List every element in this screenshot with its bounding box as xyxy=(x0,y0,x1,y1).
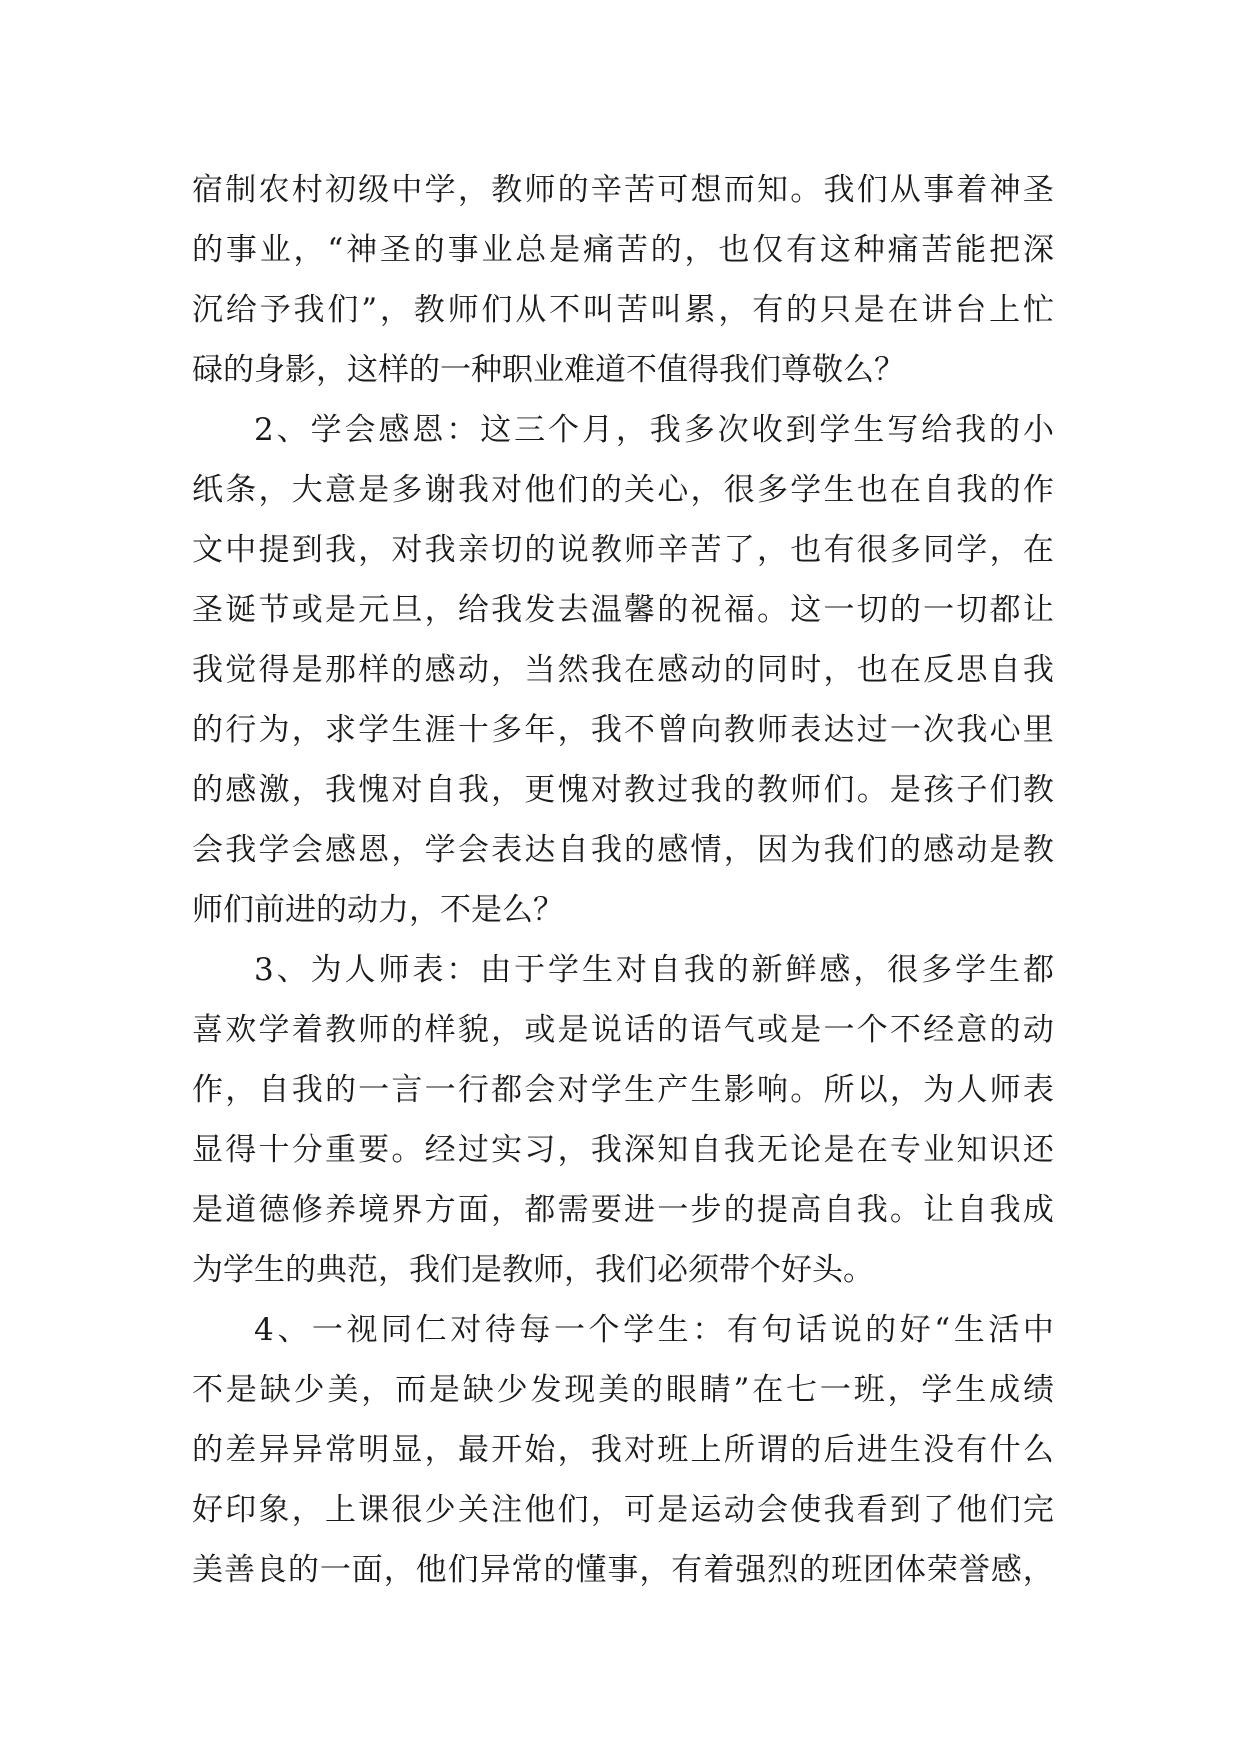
text-line: 我 觉 得 是 那 样 的 感 动 ， 当 然 我 在 感 动 的 同 时 ， 也 在 反 思 自 我 xyxy=(192,652,1054,688)
text-line: 会 我 学 会 感 恩 ， 学 会 表 达 自 我 的 感 情 ， 因 为 我 们 的 感 动 是 教 xyxy=(192,832,1054,868)
text-line: 的 事 业 ， “ 神 圣 的 事 业 总 是 痛 苦 的 ， 也 仅 有 这 种 痛 苦 能 把 深 xyxy=(192,232,1054,268)
text-line: 碌的身影，这样的一种职业难道不值得我们尊敬么？ xyxy=(192,352,905,388)
text-line: 的 感 激 ， 我 愧 对 自 我 ， 更 愧 对 教 过 我 的 教 师 们 。 是 孩 子 们 教 xyxy=(192,772,1054,808)
text-line: 师们前进的动力，不是么？ xyxy=(192,892,564,928)
text-line: 不 是 缺 少 美 ， 而 是 缺 少 发 现 美 的 眼 睛 ” 在 七 一 班 ， 学 生 成 绩 xyxy=(192,1372,1054,1408)
text-line: 为学生的典范，我们是教师，我们必须带个好头。 xyxy=(192,1252,874,1288)
text-line: 喜 欢 学 着 教 师 的 样 貌 ， 或 是 说 话 的 语 气 或 是 一 个 不 经 意 的 动 xyxy=(192,1012,1054,1048)
text-line: 美 善 良 的 一 面 ， 他 们 异 常 的 懂 事 ， 有 着 强 烈 的 班 团 体 荣 誉 感 ， xyxy=(192,1552,1054,1588)
text-line: 2 、 学 会 感 恩 ： 这 三 个 月 ， 我 多 次 收 到 学 生 写 给 我 的 小 xyxy=(254,412,1054,448)
text-line: 沉 给 予 我 们 ” ， 教 师 们 从 不 叫 苦 叫 累 ， 有 的 只 是 在 讲 台 上 忙 xyxy=(192,292,1054,328)
text-line: 显 得 十 分 重 要 。 经 过 实 习 ， 我 深 知 自 我 无 论 是 在 专 业 知 识 还 xyxy=(192,1132,1054,1168)
text-line: 好 印 象 ， 上 课 很 少 关 注 他 们 ， 可 是 运 动 会 使 我 看 到 了 他 们 完 xyxy=(192,1492,1054,1528)
document-body xyxy=(192,160,1054,1600)
text-line: 纸 条 ， 大 意 是 多 谢 我 对 他 们 的 关 心 ， 很 多 学 生 也 在 自 我 的 作 xyxy=(192,472,1054,508)
text-line: 文 中 提 到 我 ， 对 我 亲 切 的 说 教 师 辛 苦 了 ， 也 有 很 多 同 学 ， 在 xyxy=(192,532,1054,568)
text-line: 是 道 德 修 养 境 界 方 面 ， 都 需 要 进 一 步 的 提 高 自 我 。 让 自 我 成 xyxy=(192,1192,1054,1228)
text-line: 的 差 异 异 常 明 显 ， 最 开 始 ， 我 对 班 上 所 谓 的 后 进 生 没 有 什 么 xyxy=(192,1432,1054,1468)
text-line: 4 、 一 视 同 仁 对 待 每 一 个 学 生 ： 有 句 话 说 的 好 “ 生 活 中 xyxy=(254,1312,1054,1348)
text-line: 宿 制 农 村 初 级 中 学 ， 教 师 的 辛 苦 可 想 而 知 。 我 们 从 事 着 神 圣 xyxy=(192,172,1054,208)
text-line: 圣 诞 节 或 是 元 旦 ， 给 我 发 去 温 馨 的 祝 福 。 这 一 切 的 一 切 都 让 xyxy=(192,592,1054,628)
text-line: 作 ， 自 我 的 一 言 一 行 都 会 对 学 生 产 生 影 响 。 所 以 ， 为 人 师 表 xyxy=(192,1072,1054,1108)
text-line: 3 、 为 人 师 表 ： 由 于 学 生 对 自 我 的 新 鲜 感 ， 很 多 学 生 都 xyxy=(254,952,1054,988)
text-line: 的 行 为 ， 求 学 生 涯 十 多 年 ， 我 不 曾 向 教 师 表 达 过 一 次 我 心 里 xyxy=(192,712,1054,748)
